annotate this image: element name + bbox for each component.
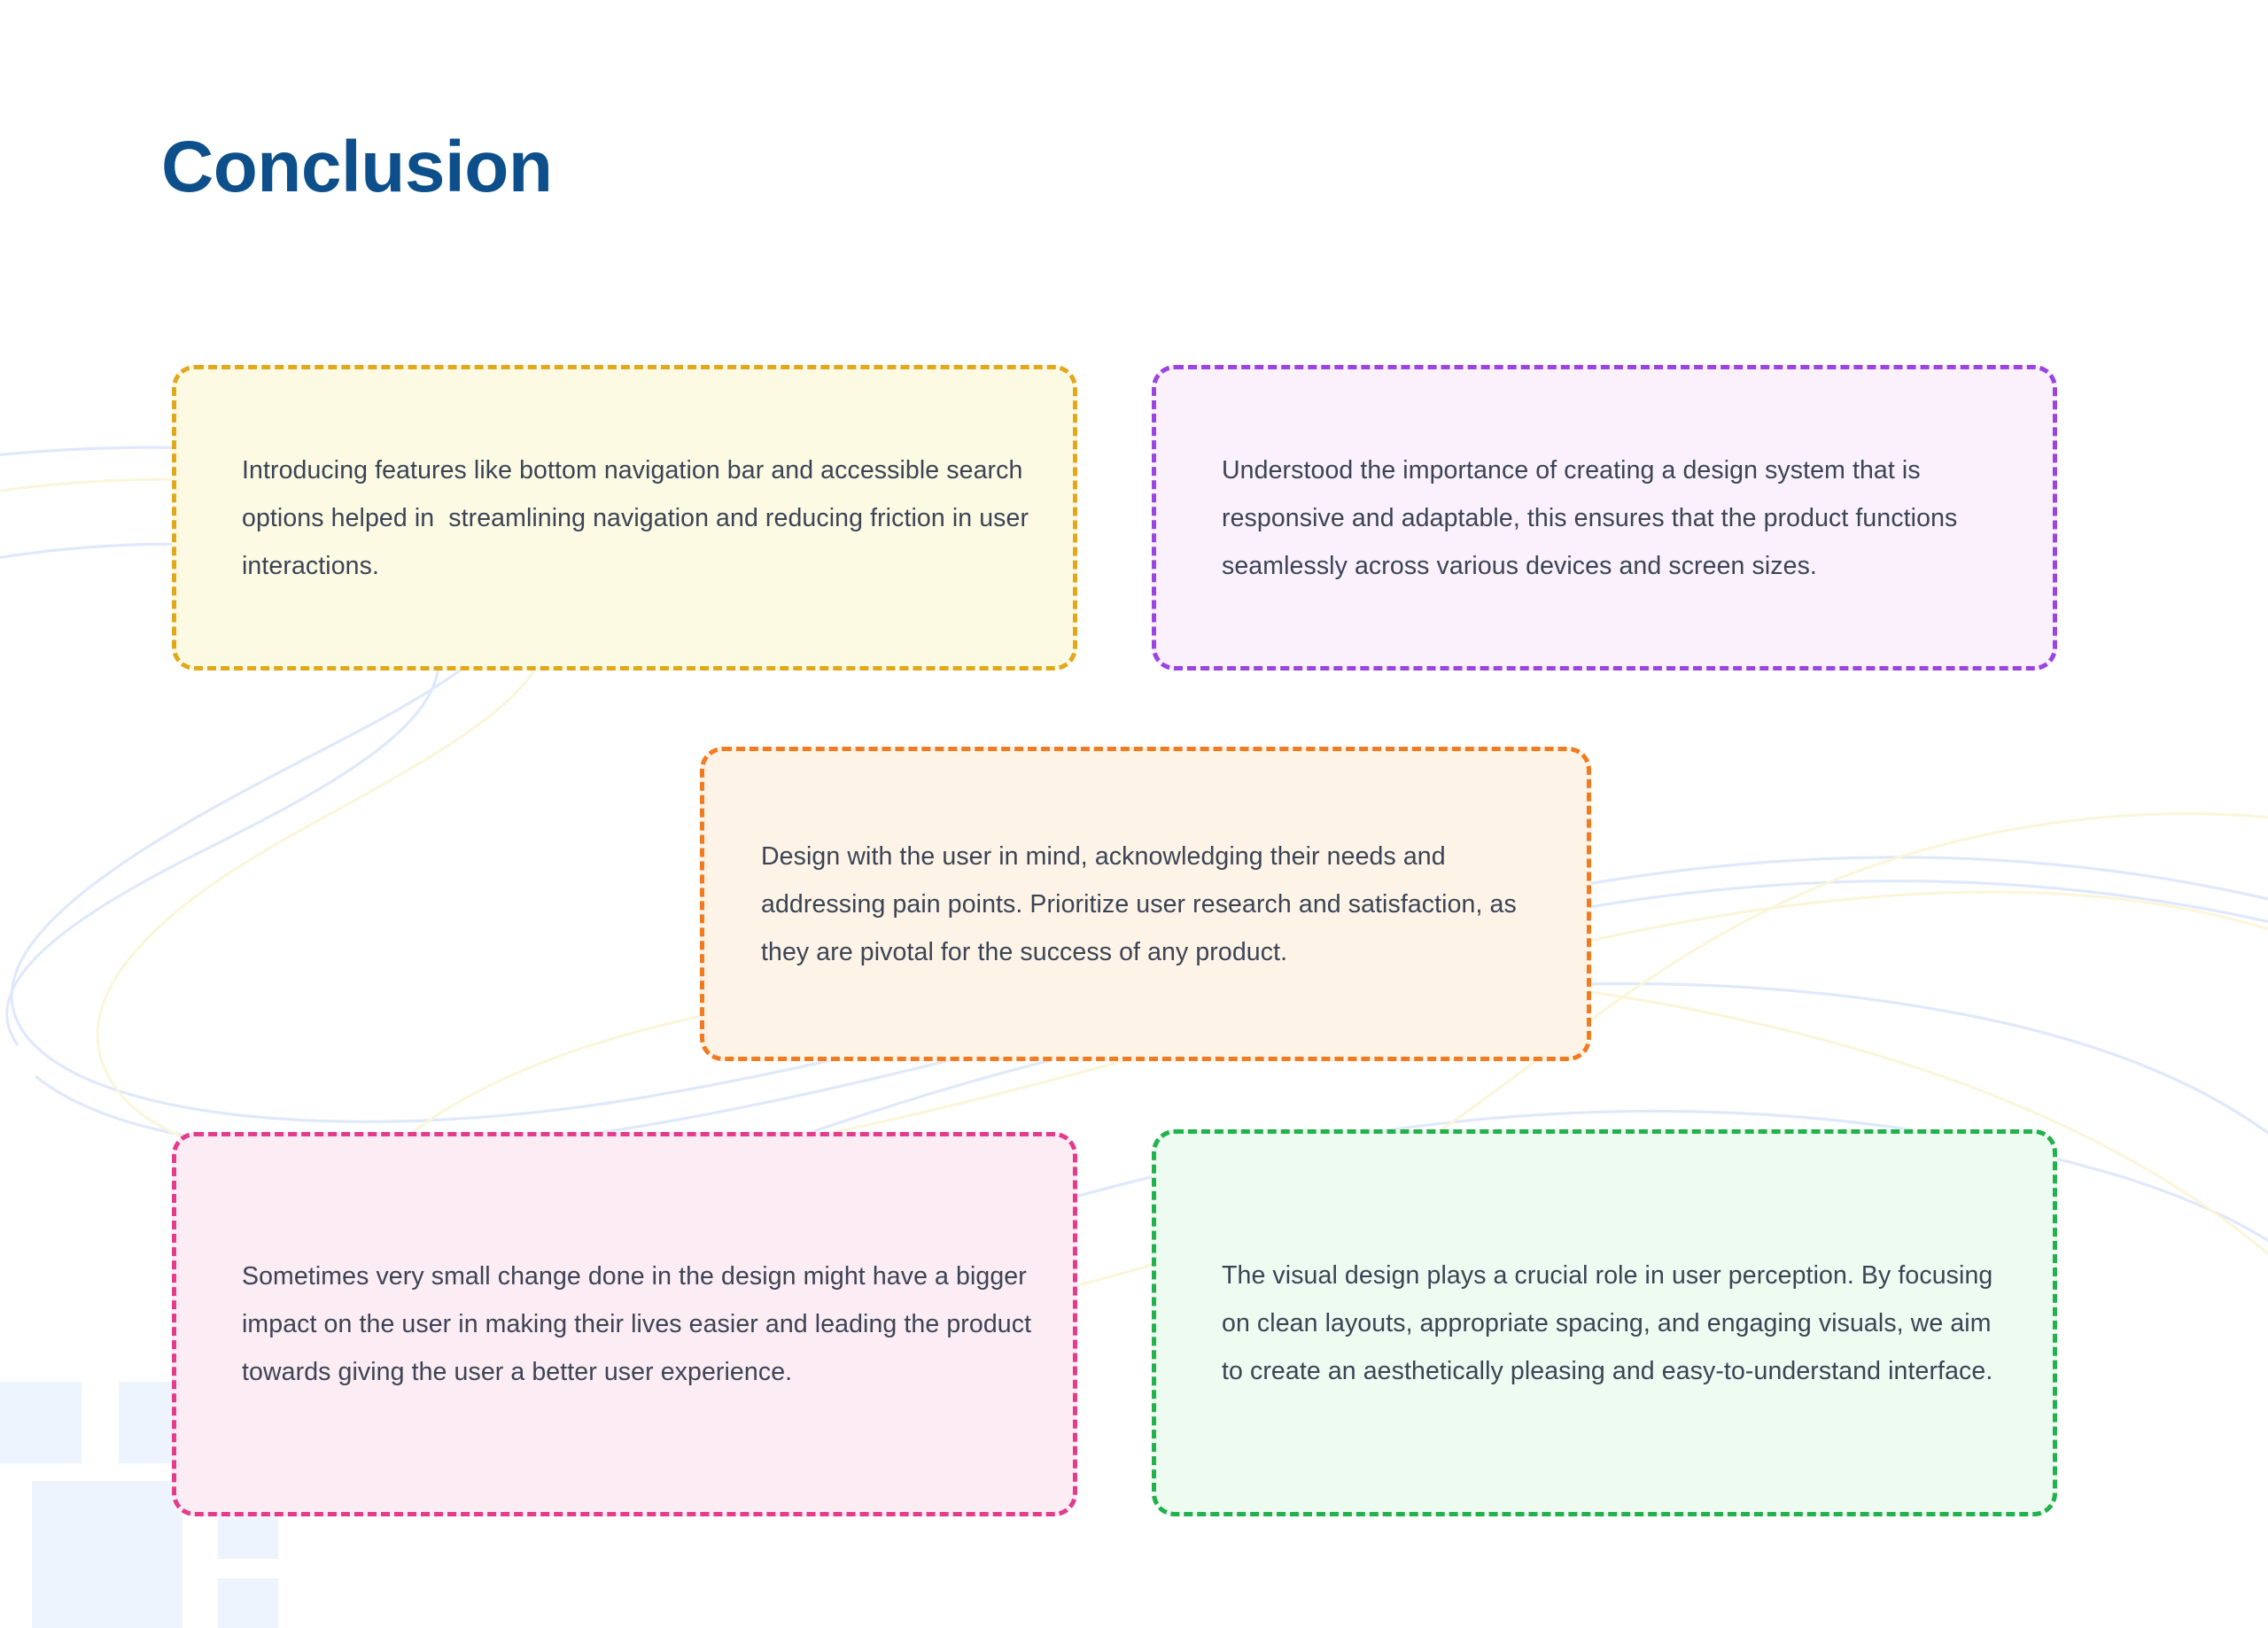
card-text: Sometimes very small change done in the design might have a bigger impact on the user in making their lives easier and leading the product towards giving the user a better user experience. — [242, 1262, 1039, 1386]
conclusion-card-navigation-features — [172, 365, 1077, 671]
conclusion-card-small-change-impact — [172, 1132, 1077, 1516]
card-text: The visual design plays a crucial role in user perception. By focusing on clean layouts, appropriate spacing, and engaging visuals, we aim to create an aesthetically pleasing and easy-to-understand interface. — [1222, 1260, 2000, 1385]
decor-square — [32, 1481, 183, 1628]
card-text: Introducing features like bottom navigation bar and accessible search options helped in streamlining navigation and reducing friction in user interactions. — [242, 455, 1037, 580]
conclusion-card-user-centered-design — [700, 747, 1591, 1061]
conclusion-card-design-system-responsiveness — [1152, 365, 2057, 671]
decor-square — [0, 1382, 82, 1463]
card-text: Understood the importance of creating a design system that is responsive and adaptable, this ensures that the product functions seamlessly across various devices and screen sizes. — [1222, 455, 1965, 580]
card-text: Design with the user in mind, acknowledging their needs and addressing pain points. Prioritize user research and satisfaction, as they are pivotal for the success of any product. — [761, 841, 1524, 966]
decor-square — [218, 1578, 278, 1628]
page-title: Conclusion — [161, 127, 553, 207]
conclusion-card-visual-design-perception — [1152, 1129, 2057, 1516]
